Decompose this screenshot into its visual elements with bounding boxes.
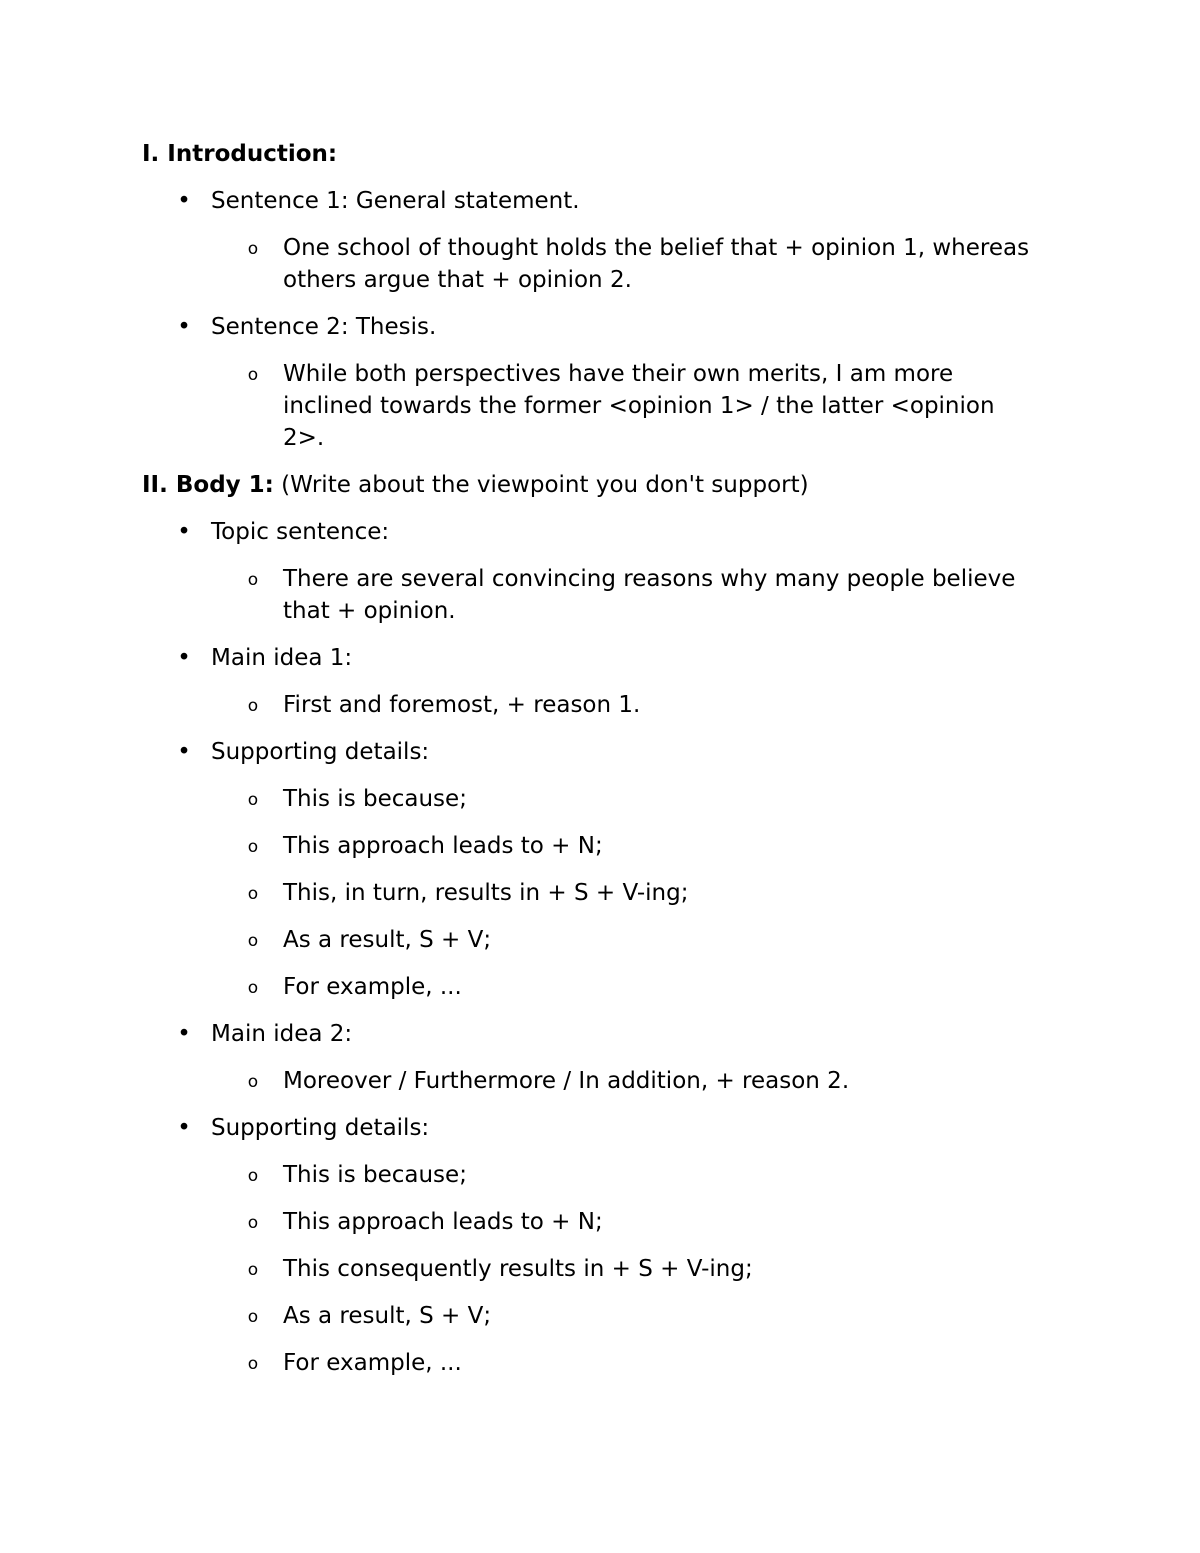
sub-list-item bbox=[142, 358, 1062, 454]
circle-bullet-icon: o bbox=[247, 1213, 259, 1233]
circle-bullet-icon: o bbox=[247, 1260, 259, 1280]
sub-list-item bbox=[142, 1253, 1062, 1285]
bullet-icon: • bbox=[177, 188, 191, 214]
list-item bbox=[142, 185, 1062, 217]
document-page bbox=[142, 138, 1062, 1394]
sub-list-item bbox=[142, 689, 1062, 721]
circle-bullet-icon: o bbox=[247, 1354, 259, 1374]
circle-bullet-icon: o bbox=[247, 570, 259, 590]
sub-list-item-text: First and foremost, + reason 1. bbox=[283, 692, 641, 718]
sub-list-item bbox=[142, 232, 1062, 296]
list-item bbox=[142, 736, 1062, 768]
list-item-label: Topic sentence: bbox=[211, 519, 390, 545]
body1-heading-label: II. Body 1: bbox=[142, 472, 274, 498]
sub-list-item bbox=[142, 563, 1062, 627]
circle-bullet-icon: o bbox=[247, 1307, 259, 1327]
list-item-label: Sentence 1: General statement. bbox=[211, 188, 580, 214]
sub-list-item-text: For example, ... bbox=[283, 1350, 462, 1376]
sub-list-item-text: As a result, S + V; bbox=[283, 1303, 492, 1329]
list-item bbox=[142, 642, 1062, 674]
list-item bbox=[142, 1018, 1062, 1050]
circle-bullet-icon: o bbox=[247, 931, 259, 951]
sub-list-item bbox=[142, 1300, 1062, 1332]
list-item bbox=[142, 1112, 1062, 1144]
introduction-heading bbox=[142, 138, 1062, 170]
sub-list-item-text: This is because; bbox=[283, 1162, 467, 1188]
body1-heading bbox=[142, 469, 1062, 501]
bullet-icon: • bbox=[177, 739, 191, 765]
sub-list-item-text: This approach leads to + N; bbox=[283, 833, 603, 859]
sub-list-item-text: Moreover / Furthermore / In addition, + reason 2. bbox=[283, 1068, 850, 1094]
circle-bullet-icon: o bbox=[247, 837, 259, 857]
list-item-label: Sentence 2: Thesis. bbox=[211, 314, 437, 340]
sub-list-item bbox=[142, 830, 1062, 862]
sub-list-item-text: As a result, S + V; bbox=[283, 927, 492, 953]
circle-bullet-icon: o bbox=[247, 978, 259, 998]
list-item-label: Supporting details: bbox=[211, 1115, 430, 1141]
sub-list-item bbox=[142, 1347, 1062, 1379]
circle-bullet-icon: o bbox=[247, 884, 259, 904]
circle-bullet-icon: o bbox=[247, 1166, 259, 1186]
bullet-icon: • bbox=[177, 645, 191, 671]
circle-bullet-icon: o bbox=[247, 239, 259, 259]
sub-list-item-text: This is because; bbox=[283, 786, 467, 812]
sub-list-item-text: While both perspectives have their own merits, I am more inclined towards the former <opinion 1> / the latter <opinion 2>. bbox=[283, 361, 995, 451]
list-item-label: Main idea 1: bbox=[211, 645, 353, 671]
sub-list-item-text: There are several convincing reasons why many people believe that + opinion. bbox=[283, 566, 1016, 624]
sub-list-item bbox=[142, 1159, 1062, 1191]
circle-bullet-icon: o bbox=[247, 1072, 259, 1092]
sub-list-item-text: One school of thought holds the belief that + opinion 1, whereas others argue that + opinion 2. bbox=[283, 235, 1030, 293]
circle-bullet-icon: o bbox=[247, 790, 259, 810]
sub-list-item-text: This, in turn, results in + S + V-ing; bbox=[283, 880, 689, 906]
list-item-label: Supporting details: bbox=[211, 739, 430, 765]
sub-list-item bbox=[142, 1065, 1062, 1097]
bullet-icon: • bbox=[177, 519, 191, 545]
bullet-icon: • bbox=[177, 314, 191, 340]
sub-list-item bbox=[142, 924, 1062, 956]
bullet-icon: • bbox=[177, 1115, 191, 1141]
list-item bbox=[142, 311, 1062, 343]
sub-list-item bbox=[142, 783, 1062, 815]
introduction-heading-label: I. Introduction: bbox=[142, 141, 338, 167]
sub-list-item-text: This consequently results in + S + V-ing; bbox=[283, 1256, 753, 1282]
circle-bullet-icon: o bbox=[247, 696, 259, 716]
list-item-label: Main idea 2: bbox=[211, 1021, 353, 1047]
circle-bullet-icon: o bbox=[247, 365, 259, 385]
sub-list-item bbox=[142, 877, 1062, 909]
list-item bbox=[142, 516, 1062, 548]
body1-heading-note: (Write about the viewpoint you don't support) bbox=[281, 472, 809, 498]
sub-list-item bbox=[142, 1206, 1062, 1238]
sub-list-item-text: This approach leads to + N; bbox=[283, 1209, 603, 1235]
bullet-icon: • bbox=[177, 1021, 191, 1047]
sub-list-item bbox=[142, 971, 1062, 1003]
sub-list-item-text: For example, ... bbox=[283, 974, 462, 1000]
